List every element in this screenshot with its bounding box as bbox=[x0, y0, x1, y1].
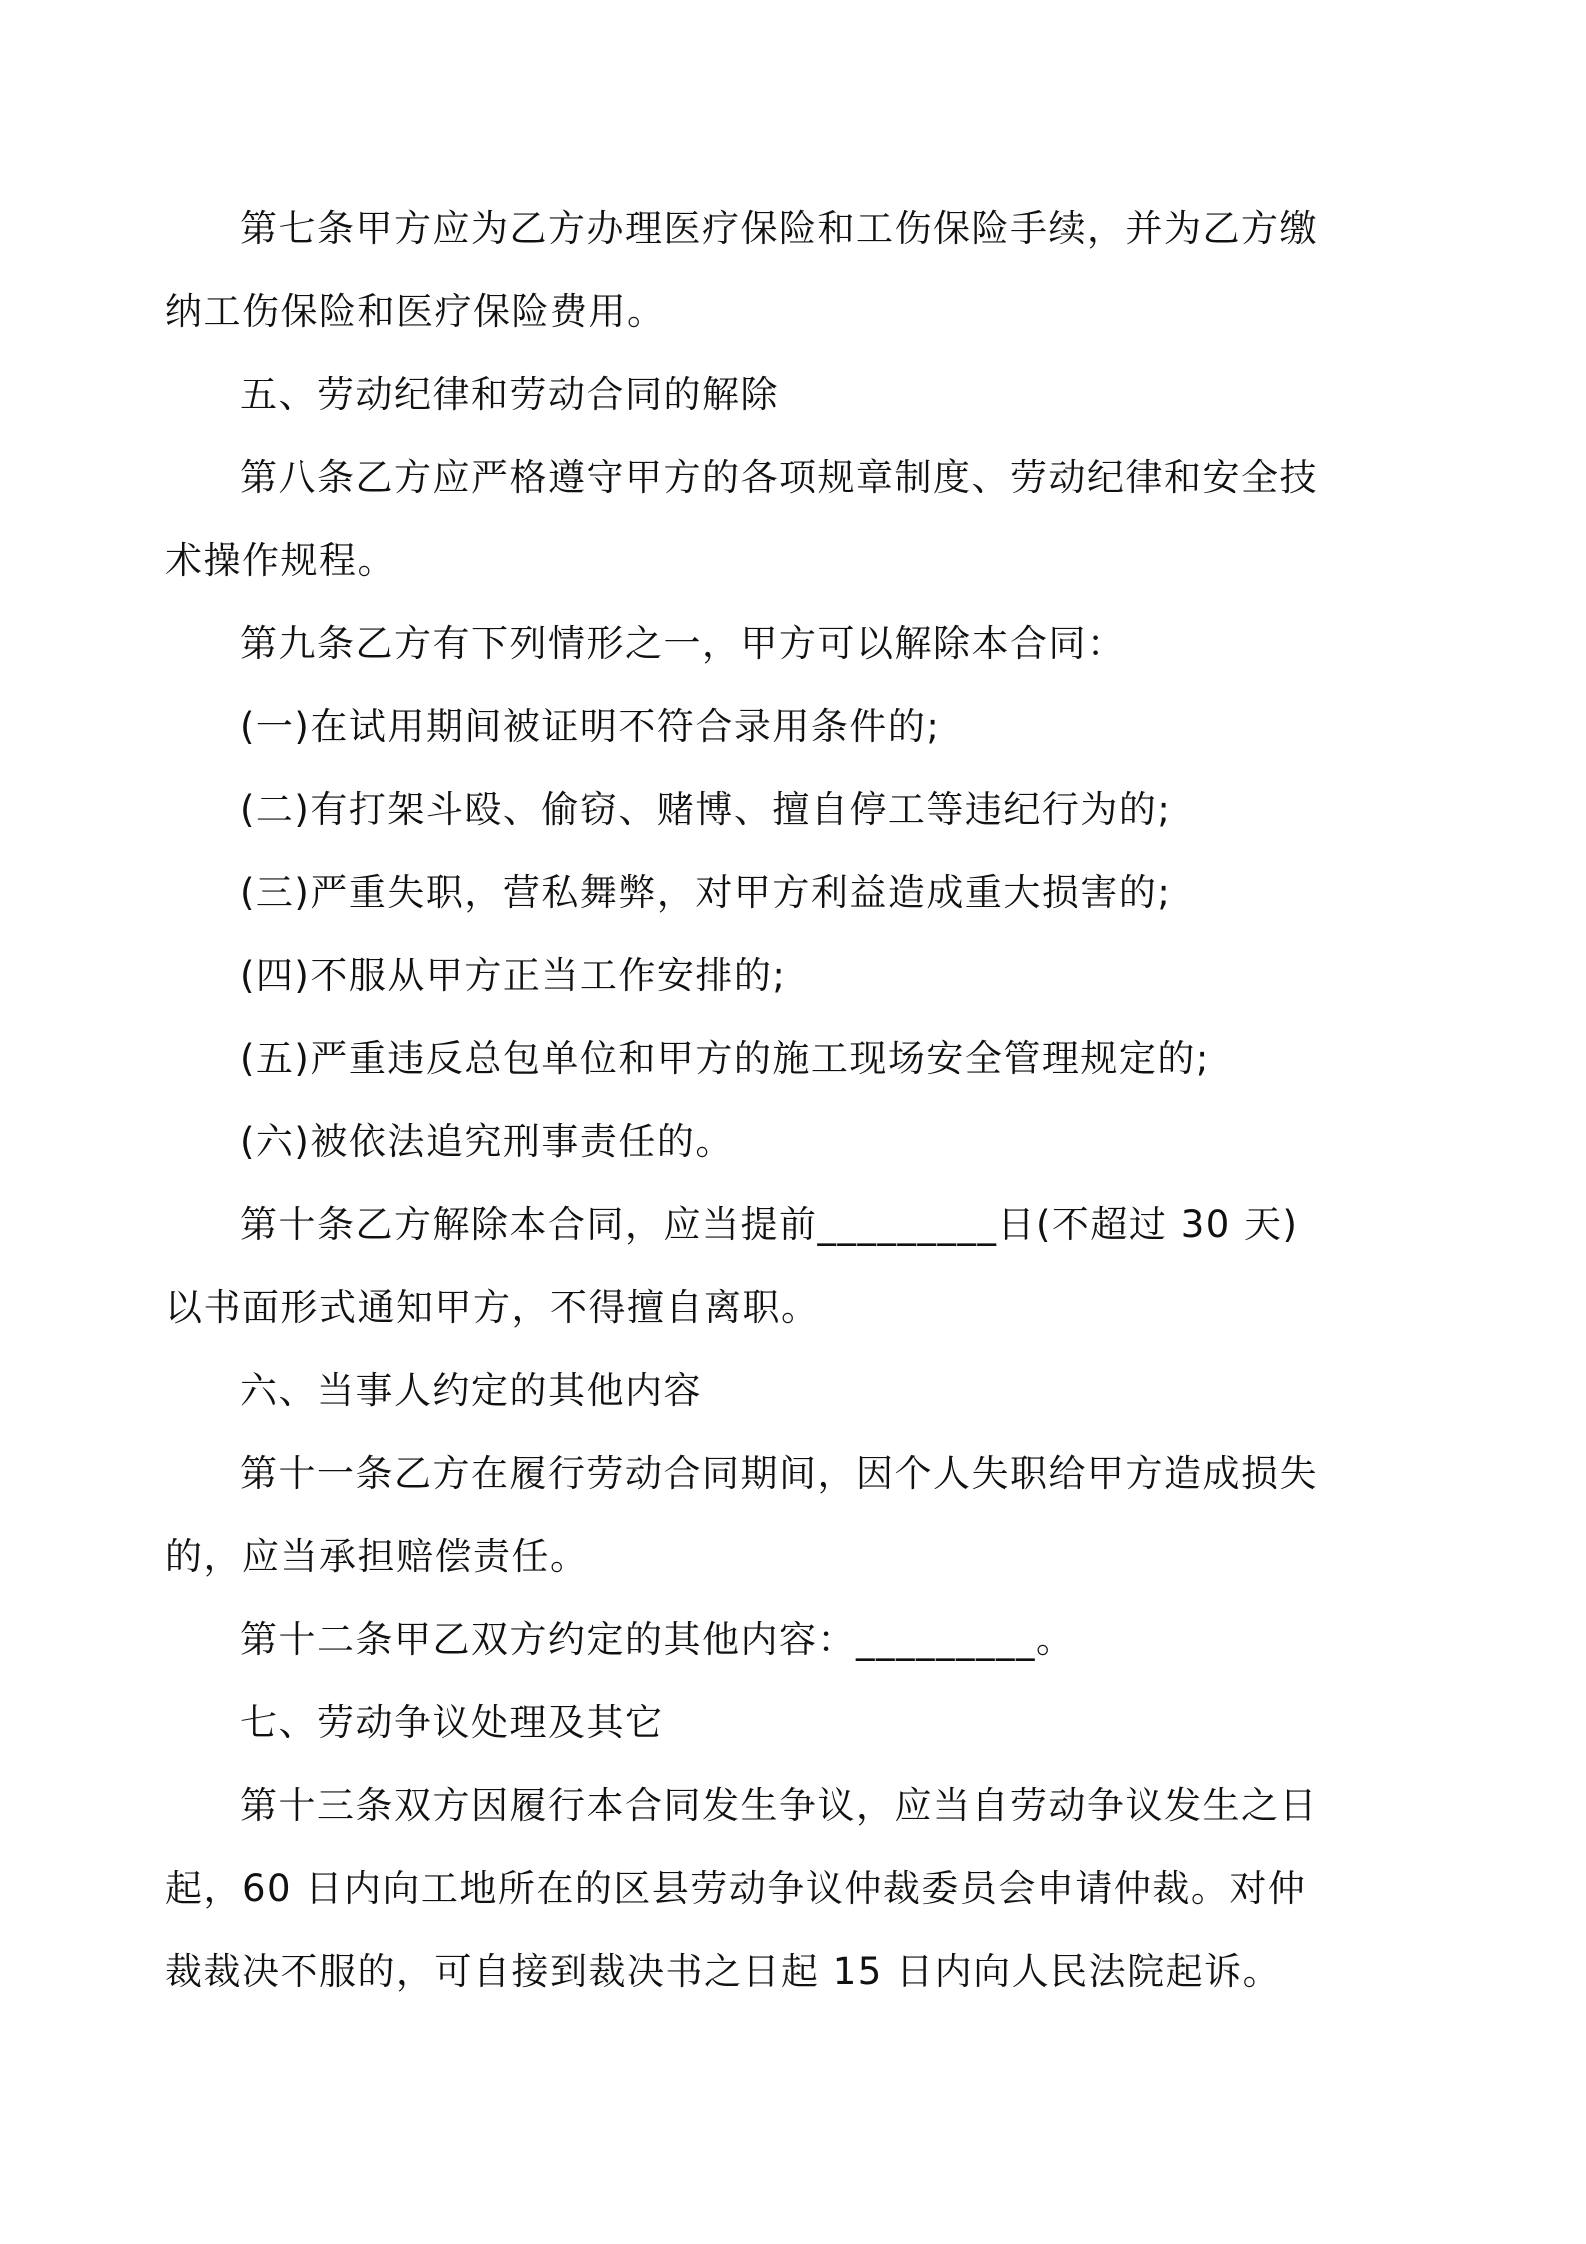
article-8-paragraph bbox=[165, 436, 1350, 602]
paragraph-line: 起，60 日内向工地所在的区县劳动争议仲裁委员会申请仲裁。对仲 bbox=[165, 1867, 1307, 1910]
paragraph-line: 术操作规程。 bbox=[165, 539, 396, 582]
list-item-6: (六)被依法追究刑事责任的。 bbox=[240, 1120, 734, 1163]
list-item-3: (三)严重失职，营私舞弊，对甲方利益造成重大损害的; bbox=[240, 871, 1172, 914]
article-9-paragraph: 第九条乙方有下列情形之一，甲方可以解除本合同： bbox=[240, 622, 1126, 665]
paragraph-line: 第八条乙方应严格遵守甲方的各项规章制度、劳动纪律和安全技 bbox=[240, 456, 1318, 499]
paragraph-line: 纳工伤保险和医疗保险费用。 bbox=[165, 290, 666, 333]
article-7-paragraph bbox=[165, 187, 1350, 353]
list-item-4: (四)不服从甲方正当工作安排的; bbox=[240, 954, 787, 997]
paragraph-line: 第十条乙方解除本合同，应当提前_________日(不超过 30 天) bbox=[240, 1203, 1299, 1246]
list-item-1: (一)在试用期间被证明不符合录用条件的; bbox=[240, 705, 941, 748]
section-heading-6: 六、当事人约定的其他内容 bbox=[240, 1369, 702, 1412]
paragraph-line: 第七条甲方应为乙方办理医疗保险和工伤保险手续，并为乙方缴 bbox=[240, 207, 1318, 250]
section-heading-7: 七、劳动争议处理及其它 bbox=[240, 1701, 664, 1744]
paragraph-line: 裁裁决不服的，可自接到裁决书之日起 15 日内向人民法院起诉。 bbox=[165, 1950, 1282, 1993]
article-12-paragraph: 第十二条甲乙双方约定的其他内容：_________。 bbox=[240, 1618, 1075, 1661]
paragraph-line: 第十三条双方因履行本合同发生争议，应当自劳动争议发生之日 bbox=[240, 1784, 1318, 1827]
article-10-paragraph bbox=[165, 1183, 1350, 1349]
paragraph-line: 第十一条乙方在履行劳动合同期间，因个人失职给甲方造成损失 bbox=[240, 1452, 1318, 1495]
paragraph-line: 以书面形式通知甲方，不得擅自离职。 bbox=[165, 1286, 820, 1329]
list-item-5: (五)严重违反总包单位和甲方的施工现场安全管理规定的; bbox=[240, 1037, 1210, 1080]
article-11-paragraph bbox=[165, 1432, 1350, 1598]
section-heading-5: 五、劳动纪律和劳动合同的解除 bbox=[240, 373, 779, 416]
list-item-2: (二)有打架斗殴、偷窃、赌博、擅自停工等违纪行为的; bbox=[240, 788, 1172, 831]
article-13-paragraph bbox=[165, 1764, 1350, 2013]
paragraph-line: 的，应当承担赔偿责任。 bbox=[165, 1535, 589, 1578]
